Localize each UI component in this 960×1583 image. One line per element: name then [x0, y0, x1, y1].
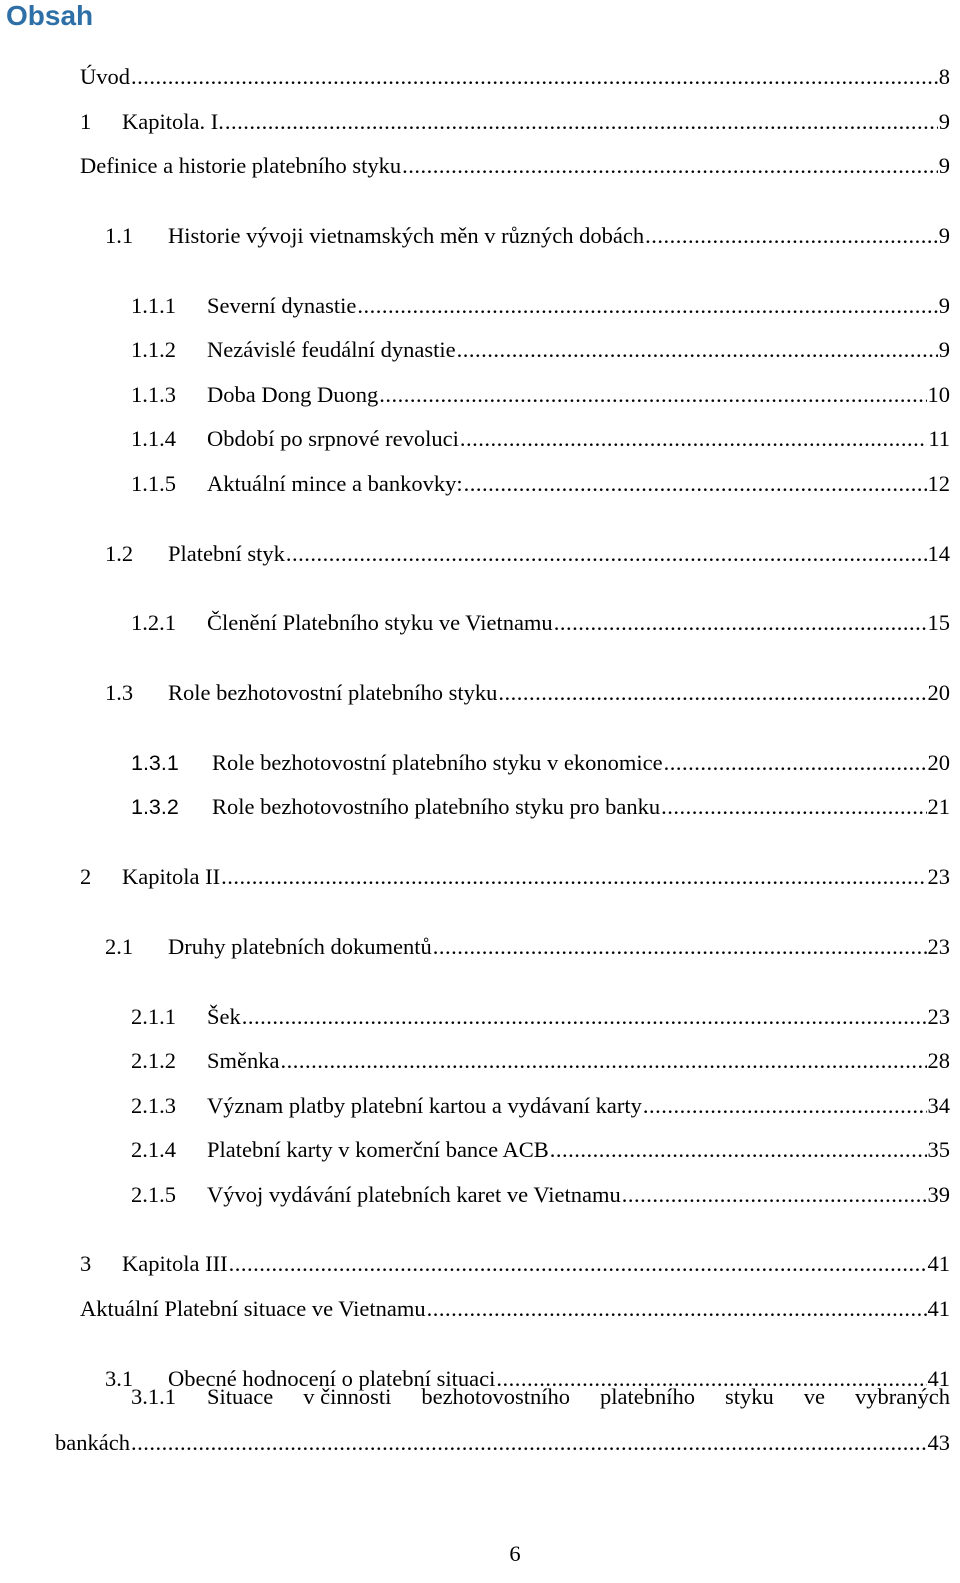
toc-entry[interactable] [80, 109, 950, 135]
toc-entry[interactable] [131, 293, 950, 319]
toc-entry-word: Situace [207, 1384, 274, 1409]
toc-entry-page: 11 [928, 426, 950, 451]
toc-entry-title: Období po srpnové revoluci [207, 426, 459, 451]
toc-entry-title: Aktuální Platební situace ve Vietnamu [80, 1296, 426, 1321]
toc-entry[interactable] [131, 1004, 950, 1030]
toc-entry[interactable] [131, 382, 950, 408]
toc-entry-word: ve [803, 1384, 826, 1409]
dot-leader [661, 794, 926, 820]
toc-entry-page: 39 [927, 1182, 950, 1207]
toc-entry-title: Obecné hodnocení o platební situaci [168, 1366, 496, 1391]
dot-leader [433, 934, 927, 960]
dot-leader [427, 1296, 927, 1322]
toc-heading: Obsah [6, 0, 94, 31]
dot-leader [357, 293, 937, 319]
toc-entry-title: Nezávislé feudální dynastie [207, 337, 456, 362]
toc-entry[interactable] [105, 223, 950, 249]
toc-entry-word: vybraných [855, 1384, 950, 1409]
toc-entry-title: Kapitola III [122, 1251, 228, 1276]
toc-entry-title: Kapitola II [122, 864, 221, 889]
toc-entry-title: Platební styk [168, 541, 285, 566]
toc-entry-number: 1.1 [105, 223, 134, 248]
toc-entry[interactable] [131, 794, 950, 820]
dot-leader [457, 337, 938, 363]
toc-entry-title: Kapitola. I. [122, 109, 224, 134]
toc-entry-number: 1.1.2 [131, 337, 176, 362]
toc-entry-title: Severní dynastie [207, 293, 357, 318]
toc-entry-page: 9 [938, 153, 950, 178]
toc-entry[interactable] [131, 426, 950, 452]
toc-entry-title: Platební karty v komerční bance ACB [207, 1137, 549, 1162]
toc-entry-3-1-1-continuation[interactable] [55, 1430, 950, 1458]
toc-entry[interactable] [131, 1048, 950, 1074]
toc-entry-page: 9 [938, 223, 950, 248]
dot-leader [281, 1048, 927, 1074]
toc-entry-page: 21 [927, 794, 950, 819]
dot-leader [550, 1137, 927, 1163]
toc-entry[interactable] [80, 153, 950, 179]
toc-entry[interactable] [80, 864, 950, 890]
toc-entry-word: styku [725, 1384, 774, 1409]
toc-entry-number: 1.1.5 [131, 471, 176, 496]
toc-entry-page: 9 [938, 293, 950, 318]
toc-entry[interactable] [80, 1251, 950, 1277]
toc-entry-title-continuation: bankách [55, 1430, 130, 1455]
toc-entry-title: Aktuální mince a bankovky: [207, 471, 463, 496]
toc-entry-title: Význam platby platební kartou a vydávaní karty [207, 1093, 642, 1118]
toc-entry[interactable] [80, 1296, 950, 1322]
toc-entry-page: 34 [927, 1093, 950, 1118]
page-number: 6 [509, 1541, 521, 1566]
dot-leader [225, 109, 938, 135]
toc-entry-title: Historie vývoji vietnamských měn v různých dobách [168, 223, 645, 248]
dot-leader [460, 426, 927, 452]
toc-entry-page: 15 [927, 610, 950, 635]
toc-entry-number: 2.1.4 [131, 1137, 176, 1162]
toc-entry-page: 23 [927, 934, 950, 959]
toc-entry-title: Úvod [80, 64, 130, 89]
toc-entry-page: 28 [927, 1048, 950, 1073]
dot-leader [622, 1182, 927, 1208]
toc-entry-number: 1.2 [105, 541, 134, 566]
dot-leader [229, 1251, 927, 1277]
toc-entry-page: 14 [927, 541, 950, 566]
toc-entry-title: Vývoj vydávání platebních karet ve Vietnamu [207, 1182, 621, 1207]
dot-leader [131, 64, 938, 90]
dot-leader [131, 1430, 927, 1456]
toc-entry-word: platebního [600, 1384, 696, 1409]
toc-entry-title: Definice a historie platebního styku [80, 153, 402, 178]
toc-entry-number: 1.3 [105, 680, 134, 705]
toc-entry-title: Role bezhotovostní platebního styku [168, 680, 498, 705]
toc-entry[interactable] [131, 471, 950, 497]
toc-entry[interactable] [131, 1137, 950, 1163]
toc-entry-number: 1.3.1 [131, 751, 179, 775]
toc-entry-word: v činnosti [303, 1384, 392, 1409]
dot-leader [643, 1093, 927, 1119]
toc-entry[interactable] [131, 750, 950, 776]
toc-entry-number: 2.1.3 [131, 1093, 176, 1118]
dot-leader [379, 382, 926, 408]
dot-leader [402, 153, 938, 179]
toc-entry-number: 2.1 [105, 934, 134, 959]
toc-entry-number: 1.3.2 [131, 795, 179, 819]
toc-entry-number: 1.1.4 [131, 426, 176, 451]
toc-entry-number: 3.1.1 [131, 1384, 176, 1409]
toc-entry-page: 8 [938, 64, 950, 89]
toc-entry-page: 10 [927, 382, 950, 407]
toc-entry-page: 41 [927, 1251, 950, 1276]
toc-entry-title: Role bezhotovostní platebního styku v ekonomice [212, 750, 663, 775]
toc-entry-page: 41 [927, 1296, 950, 1321]
toc-entry-number: 2 [80, 864, 92, 889]
toc-entry-number: 2.1.5 [131, 1182, 176, 1207]
toc-entry-number: 1.2.1 [131, 610, 176, 635]
toc-entry-number: 2.1.1 [131, 1004, 176, 1029]
dot-leader [242, 1004, 927, 1030]
toc-entry-number: 1.1.1 [131, 293, 176, 318]
toc-entry-page: 20 [927, 680, 950, 705]
toc-entry-title: Šek [207, 1004, 241, 1029]
toc-entry-number: 1 [80, 109, 92, 134]
toc-entry-page: 9 [938, 109, 950, 134]
dot-leader [645, 223, 938, 249]
toc-entry-number: 3 [80, 1251, 92, 1276]
dot-leader [221, 864, 926, 890]
toc-entry-title: Role bezhotovostního platebního styku pro banku [212, 794, 661, 819]
toc-entry-number: 2.1.2 [131, 1048, 176, 1073]
toc-entry[interactable] [105, 934, 950, 960]
toc-entry[interactable] [80, 64, 950, 90]
toc-entry-page: 35 [927, 1137, 950, 1162]
dot-leader [286, 541, 927, 567]
toc-entry-word: bezhotovostního [421, 1384, 571, 1409]
toc-entry[interactable] [131, 1093, 950, 1119]
toc-entry[interactable] [131, 1182, 950, 1208]
toc-entry-title: Doba Dong Duong [207, 382, 379, 407]
toc-entry[interactable] [105, 680, 950, 706]
toc-entry-title: Směnka [207, 1048, 280, 1073]
dot-leader [664, 750, 927, 776]
dot-leader [498, 680, 926, 706]
toc-entry-page: 41 [927, 1366, 950, 1391]
toc-entry-page: 9 [938, 337, 950, 362]
dot-leader [464, 471, 927, 497]
toc-entry[interactable] [131, 610, 950, 636]
toc-entry[interactable] [105, 541, 950, 567]
toc-entry-number: 1.1.3 [131, 382, 176, 407]
toc-entry-page: 20 [927, 750, 950, 775]
toc-entry-3-1-1[interactable] [131, 1384, 950, 1412]
toc-entry-title: Druhy platebních dokumentů [168, 934, 432, 959]
dot-leader [554, 610, 927, 636]
toc-entry-page: 12 [927, 471, 950, 496]
toc-entry-title: Členění Platebního styku ve Vietnamu [207, 610, 553, 635]
toc-entry-title [207, 1384, 950, 1412]
toc-entry[interactable] [131, 337, 950, 363]
toc-entry-number: 3.1 [105, 1366, 134, 1391]
toc-entry-page: 43 [927, 1430, 950, 1455]
toc-entry-page: 23 [927, 1004, 950, 1029]
toc-entry-page: 23 [927, 864, 950, 889]
